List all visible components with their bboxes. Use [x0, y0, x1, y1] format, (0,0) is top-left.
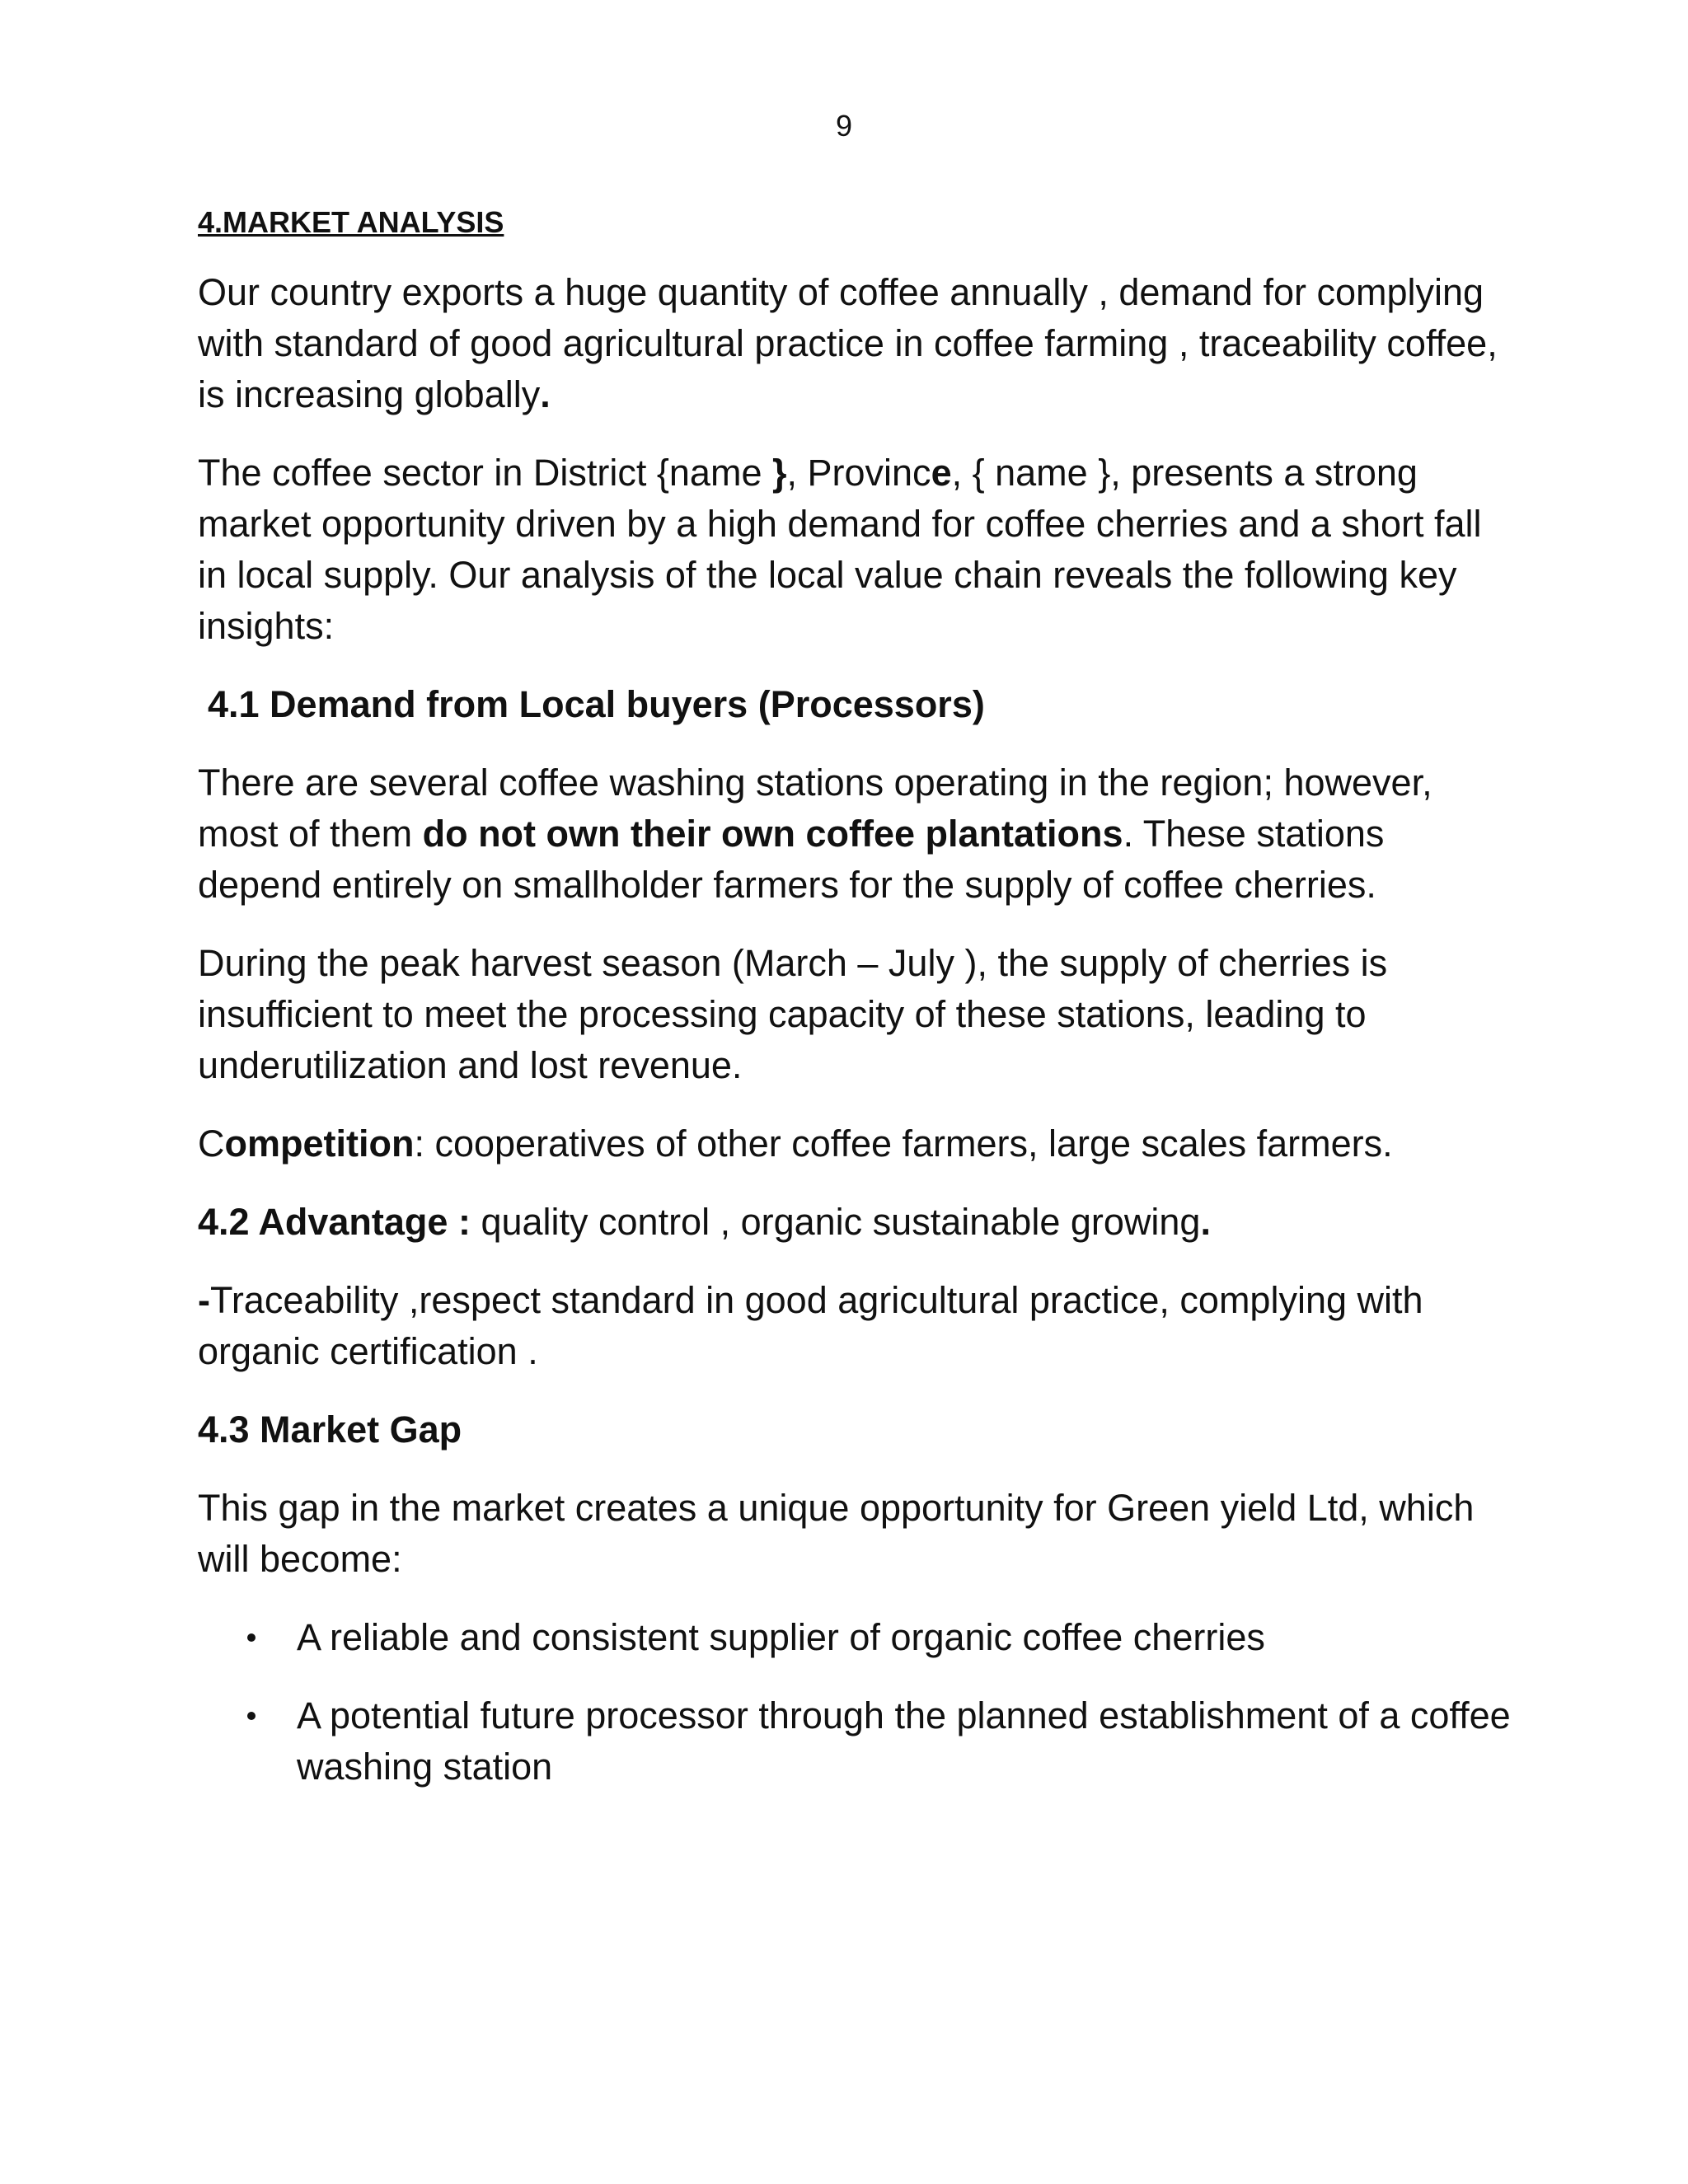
washing-bold: do not own their own coffee plantations: [422, 813, 1123, 855]
traceability-dash: -: [198, 1279, 210, 1321]
washing-after: . These stations depend entirely on smallholder farmers for the supply of coffee cherries.: [198, 813, 1385, 906]
bullet-icon: [247, 1633, 256, 1642]
traceability-text: Traceability ,respect standard in good agricultural practice, complying with organic certification .: [198, 1279, 1423, 1372]
list-item-text: A reliable and consistent supplier of organic coffee cherries: [297, 1616, 1265, 1658]
competition-c: C: [198, 1122, 225, 1165]
document-body: [198, 201, 1517, 1820]
section-title: 4.MARKET ANALYSIS: [198, 205, 504, 239]
bullet-icon: [247, 1712, 256, 1720]
harvest-paragraph: During the peak harvest season (March – July ), the supply of cherries is insufficient to meet the processing capacity of these stations, leading to underutilization and lost revenue.: [198, 942, 1388, 1086]
sector-paragraph: [198, 448, 1517, 652]
sector-brace: }: [771, 452, 787, 494]
advantage-label: 4.2 Advantage :: [198, 1201, 481, 1243]
sector-e: e: [931, 452, 952, 494]
heading-4-3: 4.3 Market Gap: [198, 1408, 462, 1451]
market-gap-paragraph: This gap in the market creates a unique opportunity for Green yield Ltd, which will become:: [198, 1487, 1475, 1580]
list-item: [198, 1690, 1517, 1793]
intro-period: .: [540, 373, 551, 415]
sector-part3: , { name }, presents a strong market opportunity driven by a high demand for coffee cherries and a short fall in local supply. Our analysis of the local value chain reveals the following key insights:: [198, 452, 1482, 647]
traceability-paragraph: [198, 1275, 1517, 1377]
competition-paragraph: [198, 1118, 1517, 1169]
list-item-text: A potential future processor through the planned establishment of a coffee washing station: [297, 1694, 1511, 1788]
sector-part1: The coffee sector in District {name: [198, 452, 772, 494]
sector-part2: , Provinc: [786, 452, 931, 494]
intro-text: Our country exports a huge quantity of coffee annually , demand for complying with standard of good agricultural practice in coffee farming , traceability coffee, is increasing globally: [198, 271, 1498, 415]
advantage-period: .: [1200, 1201, 1211, 1243]
list-item: [198, 1612, 1517, 1663]
advantage-paragraph: [198, 1197, 1517, 1248]
intro-paragraph: [198, 267, 1517, 420]
opportunity-list: [198, 1612, 1517, 1793]
advantage-text: quality control , organic sustainable growing: [481, 1201, 1201, 1243]
washing-stations-paragraph: [198, 757, 1517, 911]
competition-text: : cooperatives of other coffee farmers, large scales farmers.: [414, 1122, 1393, 1165]
page-number: 9: [835, 109, 853, 143]
heading-4-1: 4.1 Demand from Local buyers (Processors): [208, 683, 985, 725]
washing-before: There are several coffee washing stations operating in the region; however, most of them: [198, 762, 1432, 855]
competition-label: ompetition: [224, 1122, 415, 1165]
